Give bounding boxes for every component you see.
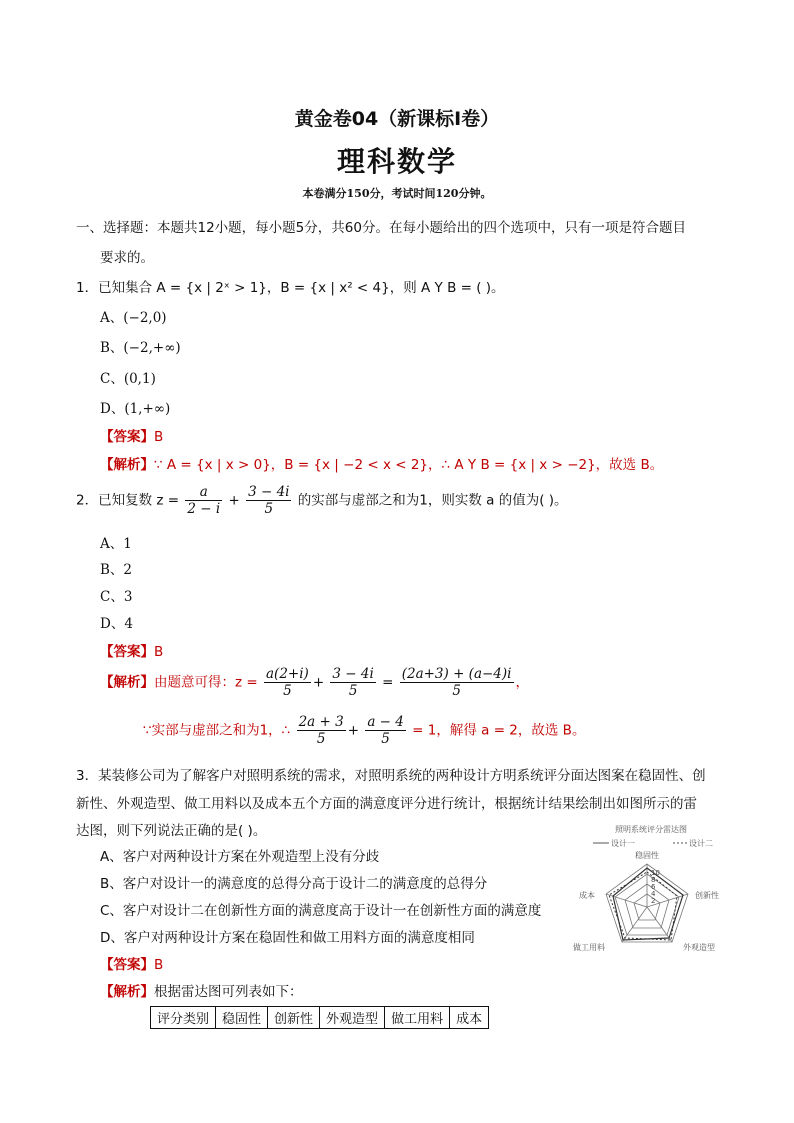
- answer-label: 【答案】: [100, 429, 154, 445]
- q2-stem: [76, 484, 568, 517]
- answer-value: B: [154, 429, 164, 445]
- denominator: 5: [316, 731, 326, 747]
- q2-analysis-line1: 【解析】由题意可得：z = $\frac{a(2+i)}{5}$ + $\frac{3 - 4i}{5}$ = $\frac{(2a+3) + (a-4)i}{5}$ ，: [100, 666, 529, 699]
- q3-option-d: D、客户对两种设计方案在稳固性和做工用料方面的满意度相同: [100, 930, 475, 946]
- subject-title: 理科数学: [336, 145, 457, 178]
- section-heading-cont: 要求的。: [100, 250, 154, 266]
- tick-label: 2: [651, 897, 656, 905]
- q2-option-b: B、2: [100, 562, 133, 578]
- analysis-fraction-2: [330, 666, 375, 699]
- analysis-label: 【解析】: [100, 984, 154, 1000]
- tick-label: 10: [651, 869, 660, 877]
- comma: ，: [515, 674, 529, 691]
- series-design1: [613, 868, 683, 940]
- q2-stem-post: 的实部与虚部之和为1，则实数 a 的值为( )。: [297, 492, 568, 509]
- numerator: (2a+3) + (a−4)i: [401, 666, 512, 682]
- q2-fraction-2: [246, 484, 291, 517]
- numerator: a: [185, 484, 222, 501]
- analysis-line2-pre: ∵实部与虚部之和为1，∴: [143, 722, 291, 739]
- answer-value: B: [154, 644, 164, 660]
- table-header-cell: 外观造型: [320, 1007, 385, 1029]
- q1-option-d: D、(1,+∞): [100, 401, 171, 417]
- q2-fraction-1: [185, 484, 222, 517]
- q3-option-c: C、客户对设计二在创新性方面的满意度高于设计一在创新性方面的满意度: [100, 903, 542, 919]
- denominator: 5: [452, 683, 461, 699]
- section-heading: 一、选择题：本题共12小题，每小题5分，共60分。在每小题给出的四个选项中，只有一项是符合题目: [76, 220, 686, 236]
- q2-option-c: C、3: [100, 589, 133, 605]
- q3-stem-line2: 新性、外观造型、做工用料以及成本五个方面的满意度评分进行统计，根据统计结果绘制出如图所示的雷: [76, 796, 697, 812]
- analysis-fraction-3: [400, 666, 514, 699]
- table-header-cell: 稳固性: [216, 1007, 268, 1029]
- axis-label-stability: 稳固性: [635, 851, 659, 860]
- analysis-label: 【解析】: [100, 674, 154, 691]
- table-header-cell: 评分类别: [151, 1007, 216, 1029]
- answer-label: 【答案】: [100, 957, 154, 973]
- q3-answer: [100, 953, 163, 973]
- analysis-pre: 由题意可得：z =: [154, 674, 258, 691]
- score-table: [150, 1006, 489, 1029]
- q1-option-a: A、(−2,0): [100, 310, 167, 326]
- q1-answer: [100, 425, 163, 445]
- q2-option-a: A、1: [100, 536, 132, 552]
- legend-design2: 设计二: [689, 839, 713, 848]
- numerator: 3 − 4i: [248, 484, 290, 500]
- plus-sign: +: [228, 492, 240, 509]
- document-title: 黄金卷04（新课标Ⅰ卷）: [294, 108, 500, 130]
- answer-value: B: [154, 957, 164, 973]
- axis-label-cost: 成本: [579, 891, 595, 900]
- numerator: 2a + 3: [298, 714, 344, 730]
- axis-label-appearance: 外观造型: [683, 943, 715, 952]
- q2-analysis-line2: ∵实部与虚部之和为1，∴ $\frac{2a + 3}{5}$ + $\frac{a - 4}{5}$ = 1，解得 a = 2，故选 B。: [143, 714, 586, 747]
- analysis-text: 根据雷达图可列表如下：: [154, 984, 303, 1000]
- denominator: 5: [381, 731, 390, 747]
- table-header-row: [151, 1007, 489, 1029]
- q3-option-b: B、客户对设计一的满意度的总得分高于设计二的满意度的总得分: [100, 876, 488, 892]
- q3-analysis: [100, 980, 303, 1000]
- axis-label-workmanship: 做工用料: [573, 943, 605, 952]
- denominator: 5: [264, 501, 274, 517]
- tick-label: 6: [651, 883, 656, 891]
- q3-stem-line3: 达图，则下列说法正确的是( )。: [76, 823, 267, 839]
- table-header-cell: 做工用料: [385, 1007, 450, 1029]
- q3-option-a: A、客户对两种设计方案在外观造型上没有分歧: [100, 849, 380, 865]
- exam-note: 本卷满分150分，考试时间120分钟。: [302, 187, 492, 200]
- q1-option-b: B、(−2,+∞): [100, 340, 181, 356]
- axis-label-innovation: 创新性: [695, 891, 719, 900]
- legend-design1: 设计一: [611, 839, 635, 848]
- radar-chart: [565, 822, 735, 958]
- q2-answer: [100, 640, 163, 660]
- analysis-label: 【解析】: [100, 457, 154, 473]
- denominator: 5: [348, 683, 358, 699]
- q2-stem-pre: 2．已知复数 z =: [76, 492, 180, 509]
- tick-label: 8: [651, 876, 656, 884]
- tick-label: 4: [651, 890, 656, 898]
- radar-title: 照明系统评分雷达图: [615, 825, 687, 834]
- radar-ticks: [651, 869, 660, 905]
- q1-option-c: C、(0,1): [100, 371, 156, 387]
- q1-analysis: [100, 453, 663, 473]
- analysis-line2-post: = 1，解得 a = 2，故选 B。: [412, 722, 586, 739]
- q3-stem-line1: 3．某装修公司为了解客户对照明系统的需求，对照明系统的两种设计方明系统评分面达图案在稳固性、创: [76, 768, 706, 784]
- q1-stem: 1．已知集合 A = {x | 2ˣ > 1}，B = {x | x² < 4}，则 A Y B = ( )。: [76, 280, 505, 296]
- analysis-text: ∵ A = {x | x > 0}，B = {x | −2 < x < 2}，∴ A Y B = {x | x > −2}，故选 B。: [154, 457, 664, 473]
- analysis-fraction-4: [297, 714, 346, 747]
- table-header-cell: 创新性: [268, 1007, 320, 1029]
- denominator: 5: [283, 683, 292, 699]
- q2-option-d: D、4: [100, 616, 133, 632]
- equals-sign: =: [382, 674, 394, 691]
- numerator: a − 4: [367, 714, 404, 730]
- analysis-fraction-5: [365, 714, 406, 747]
- analysis-fraction-1: [264, 666, 311, 699]
- table-header-cell: 成本: [450, 1007, 489, 1029]
- answer-label: 【答案】: [100, 644, 154, 660]
- numerator: 3 − 4i: [332, 666, 374, 682]
- numerator: a(2+i): [266, 666, 309, 682]
- denominator: 2 − i: [187, 501, 221, 517]
